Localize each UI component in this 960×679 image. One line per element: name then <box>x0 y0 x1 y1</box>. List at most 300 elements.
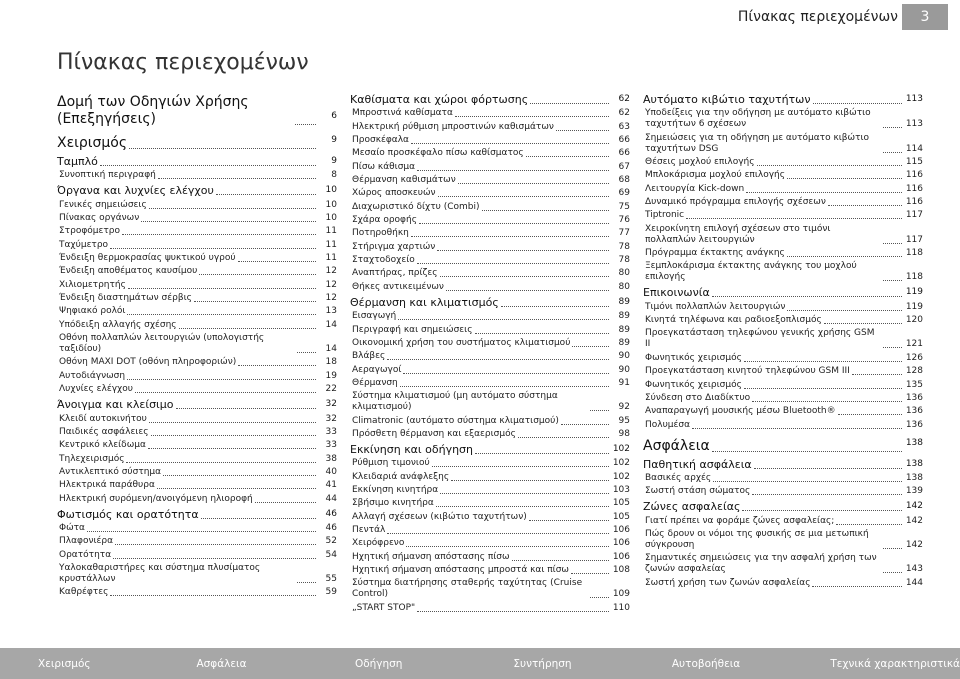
toc-entry[interactable] <box>350 188 630 199</box>
toc-entry-title: Πίνακας οργάνων <box>59 213 140 224</box>
toc-entry[interactable] <box>350 458 630 469</box>
toc-entry[interactable] <box>350 108 630 119</box>
toc-entry[interactable] <box>57 306 337 317</box>
toc-entry-title: Λυχνίες ελέγχου <box>59 384 133 395</box>
toc-entry[interactable] <box>57 427 337 438</box>
toc-leader-dots <box>110 248 316 249</box>
toc-leader-dots <box>883 548 902 549</box>
toc-entry[interactable] <box>350 578 630 600</box>
toc-entry-title: Θέρμανση <box>352 377 398 388</box>
toc-section[interactable] <box>643 458 923 471</box>
toc-entry-title: Σβήσιμο κινητήρα <box>352 498 434 509</box>
toc-page-number: 13 <box>325 306 337 317</box>
toc-entry-title: Πρόγραμμα έκτακτης ανάγκης <box>645 248 785 259</box>
toc-entry[interactable] <box>643 406 923 417</box>
toc-entry[interactable] <box>643 302 923 313</box>
toc-leader-dots <box>158 178 316 179</box>
toc-leader-dots <box>812 586 902 587</box>
toc-page-number: 114 <box>905 143 923 154</box>
toc-entry[interactable] <box>57 440 337 451</box>
toc-entry-title: Θήκες αντικειμένων <box>352 281 444 292</box>
toc-entry[interactable] <box>350 242 630 253</box>
toc-entry[interactable] <box>57 550 337 561</box>
toc-page-number: 117 <box>905 234 923 245</box>
toc-page-number: 116 <box>905 197 923 208</box>
toc-entry-title: Σύστημα διατήρησης σταθερής ταχύτητας (Cruise Control) <box>352 578 583 600</box>
toc-entry[interactable] <box>57 226 337 237</box>
toc-entry[interactable] <box>643 420 923 431</box>
toc-entry-title: Ορατότητα <box>59 549 112 560</box>
toc-entry[interactable] <box>350 485 630 496</box>
toc-entry[interactable] <box>643 224 923 246</box>
toc-leader-dots <box>757 165 902 166</box>
toc-section[interactable] <box>350 93 630 106</box>
toc-entry[interactable] <box>643 486 923 497</box>
toc-entry[interactable] <box>57 454 337 465</box>
toc-leader-dots <box>148 448 316 449</box>
toc-leader-dots <box>432 466 609 467</box>
toc-entry-title: Γενικές σημειώσεις <box>59 199 147 210</box>
toc-page-number: 89 <box>618 337 630 348</box>
toc-entry-title: Υπόδειξη αλλαγής σχέσης <box>59 319 177 330</box>
toc-leader-dots <box>398 319 609 320</box>
toc-entry[interactable] <box>350 268 630 279</box>
toc-entry-title: Φωνητικός χειρισμός <box>645 379 742 390</box>
toc-page-number: 80 <box>618 268 630 279</box>
toc-entry[interactable] <box>57 494 337 505</box>
toc-entry[interactable] <box>57 371 337 382</box>
toc-leader-dots <box>297 352 316 353</box>
toc-leader-dots <box>754 468 902 469</box>
toc-entry[interactable] <box>57 253 337 264</box>
toc-leader-dots <box>712 451 902 452</box>
toc-leader-dots <box>530 103 609 104</box>
toc-entry[interactable] <box>350 512 630 523</box>
toc-entry[interactable] <box>350 148 630 159</box>
toc-entry-title: Υποδείξεις για την οδήγηση με αυτόματο κιβώτιο ταχυτήτων 6 σχέσεων <box>645 108 871 130</box>
footer-tab-technical-data[interactable]: Τεχνικά χαρακτηριστικά <box>830 657 960 670</box>
toc-leader-dots <box>742 510 902 511</box>
toc-page-number: 98 <box>618 428 630 439</box>
toc-leader-dots <box>436 506 609 507</box>
toc-section[interactable] <box>57 508 337 521</box>
toc-leader-dots <box>744 361 902 362</box>
toc-entry[interactable] <box>350 378 630 389</box>
toc-entry[interactable] <box>350 416 630 427</box>
toc-page-number: 9 <box>331 156 337 166</box>
toc-entry-title: Σταχτοδοχείο <box>352 255 415 266</box>
toc-section[interactable] <box>643 93 923 106</box>
toc-entry[interactable] <box>643 108 923 130</box>
toc-entry-title: Αντικλεπτικό σύστημα <box>59 466 162 477</box>
toc-entry[interactable] <box>643 529 923 551</box>
toc-entry-title: Γιατί πρέπει να φοράμε ζώνες ασφαλείας; <box>645 515 835 526</box>
toc-entry[interactable] <box>57 293 337 304</box>
toc-page-number: 118 <box>905 248 923 259</box>
toc-page-number: 14 <box>325 319 337 330</box>
page-header <box>0 0 960 34</box>
toc-leader-dots <box>526 156 609 157</box>
toc-entry[interactable] <box>57 523 337 534</box>
toc-entry-title: Θέσεις μοχλού επιλογής <box>645 157 755 168</box>
toc-entry-title: Σωστή στάση σώματος <box>645 486 751 497</box>
toc-page-number: 138 <box>905 472 923 483</box>
toc-entry-title: Αεραγωγοί <box>352 364 402 375</box>
toc-entry-title: Τιμόνι πολλαπλών λειτουργιών <box>645 301 786 312</box>
toc-leader-dots <box>883 152 902 153</box>
toc-entry-title: Οικονομική χρήση του συστήματος κλιματισμού <box>352 337 571 348</box>
toc-leader-dots <box>692 428 902 429</box>
toc-entry[interactable] <box>643 197 923 208</box>
footer-tab-maintenance[interactable]: Συντήρηση <box>513 657 572 670</box>
toc-entry[interactable] <box>57 384 337 395</box>
toc-entry[interactable] <box>57 587 337 598</box>
toc-entry-title: Λειτουργία Kick-down <box>645 183 745 194</box>
toc-entry[interactable] <box>350 472 630 483</box>
toc-entry-title: Στροφόμετρο <box>59 226 120 237</box>
toc-entry[interactable] <box>643 315 923 326</box>
toc-page-number: 89 <box>618 324 630 335</box>
toc-leader-dots <box>176 408 316 409</box>
toc-leader-dots <box>482 210 610 211</box>
toc-entry-title: Μεσαίο προσκέφαλο πίσω καθίσματος <box>352 148 524 159</box>
toc-entry-title: Κεντρικό κλείδωμα <box>59 440 146 451</box>
toc-page-number: 32 <box>325 413 337 424</box>
toc-entry[interactable] <box>350 228 630 239</box>
toc-leader-dots <box>128 288 316 289</box>
toc-leader-dots <box>752 494 902 495</box>
toc-entry[interactable] <box>643 353 923 364</box>
toc-leader-dots <box>87 531 316 532</box>
toc-page-number: 78 <box>618 241 630 252</box>
toc-entry[interactable] <box>57 357 337 368</box>
toc-entry[interactable] <box>57 333 337 355</box>
toc-entry-title: Παιδικές ασφάλειες <box>59 426 149 437</box>
toc-entry[interactable] <box>643 133 923 155</box>
toc-section[interactable] <box>643 500 923 513</box>
toc-entry-title: Ηλεκτρικά παράθυρα <box>59 480 155 491</box>
toc-leader-dots <box>824 323 902 324</box>
toc-page-number: 33 <box>325 440 337 451</box>
toc-page-number: 55 <box>325 573 337 584</box>
toc-entry[interactable] <box>57 536 337 547</box>
toc-page-number: 63 <box>618 121 630 132</box>
toc-page-number: 22 <box>325 384 337 395</box>
toc-entry-title: Οθόνη πολλαπλών λειτουργιών (υπολογιστής ταξιδίου) <box>59 333 265 355</box>
toc-page-number: 14 <box>325 344 337 355</box>
toc-entry-title: Πλαφονιέρα <box>59 536 114 547</box>
toc-section[interactable] <box>57 184 337 197</box>
toc-section[interactable] <box>643 286 923 299</box>
toc-entry[interactable] <box>350 255 630 266</box>
toc-page-number: 115 <box>905 157 923 168</box>
toc-page-number: 32 <box>325 399 337 410</box>
toc-leader-dots <box>201 518 316 519</box>
toc-page-number: 135 <box>905 379 923 390</box>
toc-leader-dots <box>572 346 609 347</box>
toc-page-number: 62 <box>618 94 630 104</box>
toc-entry-title: Tiptronic <box>645 210 685 221</box>
toc-page-number: 139 <box>905 486 923 497</box>
toc-entry[interactable] <box>350 282 630 293</box>
toc-leader-dots <box>475 453 609 454</box>
toc-entry-title: Προεγκατάσταση τηλεφώνου γενικής χρήσης GSM II <box>645 328 875 350</box>
toc-leader-dots <box>529 520 609 521</box>
toc-leader-dots <box>297 582 316 583</box>
toc-entry-title: Καθρέφτες <box>59 587 109 598</box>
toc-page-number: 136 <box>905 406 923 417</box>
toc-entry-title: Άνοιγμα και κλείσιμο <box>57 398 174 412</box>
toc-entry[interactable] <box>643 366 923 377</box>
toc-leader-dots <box>417 611 609 612</box>
toc-page-number: 136 <box>905 392 923 403</box>
toc-leader-dots <box>127 314 316 315</box>
toc-page-number: 52 <box>325 536 337 547</box>
toc-section[interactable] <box>57 155 337 168</box>
toc-leader-dots <box>199 274 316 275</box>
toc-leader-dots <box>151 435 317 436</box>
toc-page-number: 9 <box>331 135 337 145</box>
footer-tab-safety[interactable]: Ασφάλεια <box>196 657 247 670</box>
toc-entry[interactable] <box>350 311 630 322</box>
toc-leader-dots <box>403 373 609 374</box>
toc-entry[interactable] <box>350 215 630 226</box>
toc-entry[interactable] <box>350 552 630 563</box>
toc-entry-title: Εκκίνηση και οδήγηση <box>350 442 474 456</box>
toc-entry[interactable] <box>350 429 630 440</box>
toc-column-2 <box>350 90 630 616</box>
toc-leader-dots <box>129 148 316 149</box>
toc-page-number: 11 <box>325 226 337 237</box>
toc-page-number: 80 <box>618 281 630 292</box>
toc-entry-title: Παθητική ασφάλεια <box>643 457 752 471</box>
toc-page-number: 12 <box>325 266 337 277</box>
toc-leader-dots <box>556 130 609 131</box>
toc-section[interactable] <box>57 132 337 152</box>
toc-entry-title: Αυτόματο κιβώτιο ταχυτήτων <box>643 93 811 106</box>
footer-tab-self-help[interactable]: Αυτοβοήθεια <box>671 657 741 670</box>
toc-leader-dots <box>787 256 902 257</box>
toc-leader-dots <box>446 290 609 291</box>
toc-leader-dots <box>440 276 609 277</box>
toc-page-number: 113 <box>905 119 923 130</box>
toc-entry[interactable] <box>350 162 630 173</box>
toc-entry-title: Θέρμανση καθισμάτων <box>352 175 456 186</box>
toc-entry-title: Κλειδαριά ανάφλεξης <box>352 471 450 482</box>
toc-leader-dots <box>440 493 609 494</box>
toc-entry[interactable] <box>57 213 337 224</box>
toc-leader-dots <box>828 205 902 206</box>
toc-entry[interactable] <box>643 261 923 283</box>
toc-page-number: 106 <box>612 551 630 562</box>
toc-entry[interactable] <box>350 338 630 349</box>
toc-leader-dots <box>387 533 609 534</box>
toc-page-number: 40 <box>325 466 337 477</box>
toc-entry-title: Κινητά τηλέφωνα και ραδιοεξοπλισμός <box>645 315 822 326</box>
toc-page-number: 106 <box>612 538 630 549</box>
toc-entry-title: Κλειδί αυτοκινήτου <box>59 413 147 424</box>
toc-page-number: 116 <box>905 170 923 181</box>
toc-section[interactable] <box>350 296 630 309</box>
toc-leader-dots <box>216 194 316 195</box>
toc-page-number: 78 <box>618 255 630 266</box>
toc-leader-dots <box>238 261 316 262</box>
toc-entry-title: Βασικές αρχές <box>645 472 712 483</box>
header-title: Πίνακας περιεχομένων <box>737 9 898 25</box>
toc-leader-dots <box>836 524 902 525</box>
toc-leader-dots <box>712 296 902 297</box>
toc-entry[interactable] <box>350 391 630 413</box>
toc-entry[interactable] <box>350 498 630 509</box>
toc-entry-title: Σχάρα οροφής <box>352 215 417 226</box>
toc-leader-dots <box>113 558 316 559</box>
toc-entry-title: Αναπτήρας, πρίζες <box>352 268 438 279</box>
toc-section[interactable] <box>350 443 630 456</box>
toc-entry[interactable] <box>643 248 923 259</box>
toc-entry[interactable] <box>57 266 337 277</box>
toc-page-number: 90 <box>618 364 630 375</box>
toc-entry-title: Χιλιομετρητής <box>59 279 126 290</box>
toc-entry[interactable] <box>57 170 337 181</box>
toc-entry[interactable] <box>57 480 337 491</box>
toc-entry-title: Ασφάλεια <box>643 437 710 454</box>
toc-page-number: 128 <box>905 366 923 377</box>
toc-entry-title: Θέρμανση και κλιματισμός <box>350 295 499 309</box>
toc-entry-title: „START STOP" <box>352 602 416 613</box>
toc-leader-dots <box>475 333 610 334</box>
toc-entry-title: Αλλαγή σχέσεων (κιβώτιο ταχυτήτων) <box>352 511 527 522</box>
toc-leader-dots <box>787 178 902 179</box>
toc-leader-dots <box>115 544 316 545</box>
toc-entry-title: Σύνδεση στο Διαδίκτυο <box>645 392 751 403</box>
toc-entry[interactable] <box>57 320 337 331</box>
toc-entry[interactable] <box>350 565 630 576</box>
toc-entry-title: Διαχωριστικό δίχτυ (Combi) <box>352 201 480 212</box>
toc-entry-title: Υαλοκαθαριστήρες και σύστημα πλυσίματος κρυστάλλων <box>59 562 261 584</box>
toc-leader-dots <box>437 250 609 251</box>
toc-leader-dots <box>149 208 316 209</box>
toc-entry[interactable] <box>57 280 337 291</box>
toc-page-number: 144 <box>905 577 923 588</box>
toc-entry[interactable] <box>57 467 337 478</box>
toc-page-number: 66 <box>618 135 630 146</box>
toc-page-number: 142 <box>905 539 923 550</box>
toc-section[interactable] <box>643 435 923 455</box>
toc-page-number: 62 <box>618 108 630 119</box>
footer-tab-operation[interactable]: Χειρισμός <box>38 657 91 670</box>
toc-page-number: 12 <box>325 279 337 290</box>
toc-entry[interactable] <box>643 473 923 484</box>
toc-entry[interactable] <box>643 328 923 350</box>
footer-tab-driving[interactable]: Οδήγηση <box>354 657 403 670</box>
toc-entry[interactable] <box>350 202 630 213</box>
toc-entry[interactable] <box>643 157 923 168</box>
toc-page-number: 89 <box>618 311 630 322</box>
toc-leader-dots <box>194 301 316 302</box>
toc-entry-title: Βλάβες <box>352 351 386 362</box>
toc-entry[interactable] <box>350 365 630 376</box>
toc-entry-title: Πολυμέσα <box>645 419 691 430</box>
toc-entry-title: Μπροστινά καθίσματα <box>352 108 453 119</box>
page-title: Πίνακας περιεχομένων <box>57 50 309 75</box>
toc-page-number: 38 <box>325 453 337 464</box>
toc-entry-title: Προσκέφαλα <box>352 135 409 146</box>
toc-page-number: 118 <box>905 272 923 283</box>
toc-page-number: 110 <box>612 602 630 613</box>
toc-page-number: 92 <box>618 402 630 413</box>
toc-page-number: 120 <box>905 315 923 326</box>
toc-entry-title: Πίσω κάθισμα <box>352 161 416 172</box>
toc-entry[interactable] <box>350 122 630 133</box>
toc-entry[interactable] <box>57 200 337 211</box>
toc-page-number: 91 <box>618 377 630 388</box>
toc-page-number: 10 <box>325 199 337 210</box>
toc-page-number: 108 <box>612 565 630 575</box>
toc-leader-dots <box>157 488 316 489</box>
toc-section[interactable] <box>57 398 337 411</box>
toc-entry[interactable] <box>643 380 923 391</box>
toc-entry[interactable] <box>350 603 630 614</box>
toc-leader-dots <box>238 365 316 366</box>
toc-entry-title: Ηχητική σήμανση απόστασης πίσω <box>352 551 510 562</box>
toc-entry-title: Χειρισμός <box>57 135 128 151</box>
toc-leader-dots <box>135 392 316 393</box>
toc-page-number: 105 <box>612 498 630 509</box>
toc-page-number: 143 <box>905 564 923 575</box>
toc-page-number: 76 <box>618 215 630 226</box>
toc-page-number: 46 <box>325 522 337 533</box>
toc-page-number: 109 <box>612 589 630 600</box>
toc-entry[interactable] <box>643 184 923 195</box>
toc-entry[interactable] <box>350 135 630 146</box>
toc-entry-title: Ψηφιακό ρολόι <box>59 306 126 317</box>
toc-entry[interactable] <box>350 175 630 186</box>
toc-entry[interactable] <box>643 516 923 527</box>
toc-leader-dots <box>752 401 902 402</box>
toc-entry[interactable] <box>643 170 923 181</box>
toc-leader-dots <box>438 196 609 197</box>
toc-entry[interactable] <box>643 553 923 575</box>
toc-leader-dots <box>255 502 316 503</box>
toc-leader-dots <box>411 143 609 144</box>
toc-page-number: 54 <box>325 549 337 560</box>
toc-leader-dots <box>451 480 609 481</box>
toc-entry-title: Ηλεκτρική συρόμενη/ανοιγόμενη ηλιοροφή <box>59 493 253 504</box>
toc-section[interactable] <box>57 94 337 128</box>
footer-nav <box>0 648 960 679</box>
toc-leader-dots <box>883 280 902 281</box>
toc-entry[interactable] <box>350 538 630 549</box>
toc-entry[interactable] <box>350 325 630 336</box>
toc-page-number: 41 <box>325 480 337 491</box>
toc-entry[interactable] <box>57 563 337 585</box>
toc-leader-dots <box>883 347 902 348</box>
toc-entry[interactable] <box>643 210 923 221</box>
toc-entry[interactable] <box>643 578 923 589</box>
toc-entry[interactable] <box>57 240 337 251</box>
toc-page-number: 10 <box>325 213 337 224</box>
toc-leader-dots <box>417 263 609 264</box>
toc-entry[interactable] <box>643 393 923 404</box>
toc-page-number: 138 <box>905 458 923 469</box>
toc-entry[interactable] <box>350 525 630 536</box>
toc-page-number: 46 <box>325 508 337 519</box>
toc-entry[interactable] <box>57 414 337 425</box>
toc-page-number: 69 <box>618 188 630 199</box>
toc-entry-title: Φώτα <box>59 522 85 533</box>
toc-entry[interactable] <box>350 351 630 362</box>
toc-leader-dots <box>590 410 609 411</box>
